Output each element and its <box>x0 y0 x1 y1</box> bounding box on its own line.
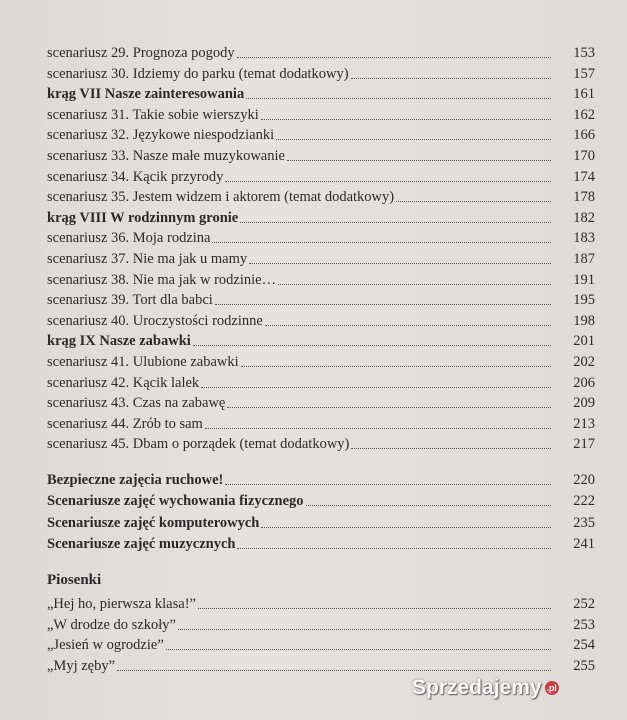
toc-entry-page: 178 <box>573 189 595 206</box>
toc-entry-page: 202 <box>573 354 595 370</box>
dot-leader <box>178 629 551 630</box>
toc-entry-title: scenariusz 36. Moja rodzina <box>47 230 211 247</box>
toc-entry-title: scenariusz 40. Uroczystości rodzinne <box>47 312 263 329</box>
dot-leader <box>396 201 551 202</box>
toc-entry-page: 174 <box>573 168 595 185</box>
toc-entry-title: scenariusz 33. Nasze małe muzykowanie <box>47 148 285 164</box>
toc-entry-title: scenariusz 41. Ulubione zabawki <box>47 354 239 370</box>
dot-leader <box>276 139 551 140</box>
toc-entry-title: scenariusz 34. Kącik przyrody <box>47 168 224 185</box>
toc-entry <box>47 289 595 309</box>
toc-entry <box>47 655 595 675</box>
toc-entry <box>47 227 595 247</box>
dot-leader <box>237 57 551 58</box>
toc-entry-page: 254 <box>573 637 595 654</box>
dot-leader <box>265 325 551 326</box>
toc-entry <box>47 433 595 453</box>
toc-entry <box>47 186 595 206</box>
toc-entry-title: Scenariusze zajęć wychowania fizycznego <box>47 493 304 510</box>
dot-leader <box>227 407 551 408</box>
toc-entry-page: 170 <box>573 148 595 164</box>
toc-entry-title: scenariusz 32. Językowe niespodzianki <box>47 127 275 144</box>
toc-entry-page: 253 <box>573 616 595 633</box>
toc-entry <box>47 614 595 634</box>
toc-entry-page: 195 <box>573 292 595 309</box>
toc-entry-page: 182 <box>573 209 595 226</box>
toc-entry <box>47 104 595 124</box>
dot-leader <box>225 181 551 182</box>
toc-entry-title: scenariusz 42. Kącik lalek <box>47 374 200 391</box>
toc-entry-title: Scenariusze zajęć komputerowych <box>47 514 260 531</box>
watermark-suffix: .pl <box>546 683 557 693</box>
toc-entry <box>47 269 595 289</box>
toc-entry <box>47 248 595 268</box>
toc-entry-page: 241 <box>573 535 595 552</box>
dot-leader <box>241 366 551 367</box>
toc-entry-title: scenariusz 29. Prognoza pogody <box>47 45 235 61</box>
toc-entry-title: krąg IX Nasze zabawki <box>47 333 191 350</box>
toc-entry-title: Scenariusze zajęć muzycznych <box>47 535 236 552</box>
dot-leader <box>205 428 551 429</box>
toc-entry <box>47 413 595 433</box>
dot-leader <box>215 304 551 305</box>
toc-entry-title: krąg VIII W rodzinnym gronie <box>47 209 239 226</box>
dot-leader <box>201 387 551 388</box>
toc-entry-page: 187 <box>573 251 595 267</box>
toc-entry-title: krąg VII Nasze zainteresowania <box>47 86 245 103</box>
toc-entry <box>47 392 595 412</box>
dot-leader <box>240 222 551 223</box>
toc-entry <box>47 145 595 165</box>
toc-entry-page: 198 <box>573 312 595 329</box>
dot-leader <box>198 608 551 609</box>
toc-entry-title: scenariusz 39. Tort dla babci <box>47 292 213 309</box>
dot-leader <box>246 98 551 99</box>
dot-leader <box>249 263 551 264</box>
toc-entry-page: 201 <box>573 333 595 350</box>
dot-leader <box>212 242 551 243</box>
toc-entry-page: 161 <box>573 86 595 103</box>
toc-entry-page: 213 <box>573 415 595 432</box>
toc-entry <box>47 372 595 392</box>
toc-entry <box>47 593 595 613</box>
toc-entry-page: 153 <box>573 45 595 61</box>
toc-entry-title: Bezpieczne zajęcia ruchowe! <box>47 472 224 488</box>
dot-leader <box>261 527 551 528</box>
watermark-logo <box>412 676 559 700</box>
toc-entry-page: 209 <box>573 395 595 412</box>
toc-entry <box>47 124 595 144</box>
toc-entry-page: 235 <box>573 514 595 531</box>
toc-entry <box>47 351 595 371</box>
toc-entry <box>47 512 595 532</box>
songs-heading: Piosenki <box>47 572 102 588</box>
toc-entry <box>47 469 595 489</box>
watermark-text: Sprzedajemy <box>412 676 542 699</box>
dot-leader <box>278 284 551 285</box>
toc-entry <box>47 166 595 186</box>
toc-entry-page: 255 <box>573 657 595 674</box>
dot-leader <box>306 505 551 506</box>
toc-entry-page: 162 <box>573 106 595 123</box>
toc-entry-page: 157 <box>573 65 595 82</box>
toc-entry <box>47 42 595 62</box>
toc-entry <box>47 533 595 553</box>
dot-leader <box>237 548 551 549</box>
toc-entry <box>47 63 595 83</box>
toc-entry <box>47 490 595 510</box>
toc-entry-page: 183 <box>573 230 595 247</box>
dot-leader <box>225 484 551 485</box>
dot-leader <box>351 78 551 79</box>
dot-leader <box>287 160 551 161</box>
toc-entry-page: 206 <box>573 374 595 391</box>
toc-entry-page: 222 <box>573 493 595 510</box>
toc-entry-title: „Myj zęby” <box>47 657 116 674</box>
toc-entry-page: 166 <box>573 127 595 144</box>
toc-entry-page: 252 <box>573 596 595 612</box>
toc-entry <box>47 634 595 654</box>
toc-entry-title: „Hej ho, pierwsza klasa!” <box>47 596 196 612</box>
dot-leader <box>193 345 551 346</box>
toc-entry <box>47 207 595 227</box>
dot-leader <box>261 119 551 120</box>
toc-entry-title: scenariusz 38. Nie ma jak w rodzinie… <box>47 271 277 288</box>
toc-entry-title: „W drodze do szkoły” <box>47 616 176 633</box>
toc-entry-page: 191 <box>573 271 595 288</box>
toc-entry-title: scenariusz 44. Zrób to sam <box>47 415 203 432</box>
toc-entry-title: scenariusz 30. Idziemy do parku (temat dodatkowy) <box>47 65 349 82</box>
toc-entry-title: scenariusz 37. Nie ma jak u mamy <box>47 251 248 267</box>
dot-leader <box>117 670 551 671</box>
toc-entry-title: scenariusz 31. Takie sobie wierszyki <box>47 106 259 123</box>
toc-entry-title: scenariusz 45. Dbam o porządek (temat dodatkowy) <box>47 436 350 453</box>
toc-entry <box>47 330 595 350</box>
toc-entry-page: 220 <box>573 472 595 488</box>
dot-leader <box>166 649 551 650</box>
toc-entry-title: scenariusz 43. Czas na zabawę <box>47 395 226 412</box>
toc-entry-title: „Jesień w ogrodzie” <box>47 637 164 654</box>
toc-entry-page: 217 <box>573 436 595 453</box>
toc-entry-title: scenariusz 35. Jestem widzem i aktorem (temat dodatkowy) <box>47 189 395 206</box>
dot-leader <box>351 448 551 449</box>
toc-entry <box>47 310 595 330</box>
toc-entry <box>47 83 595 103</box>
